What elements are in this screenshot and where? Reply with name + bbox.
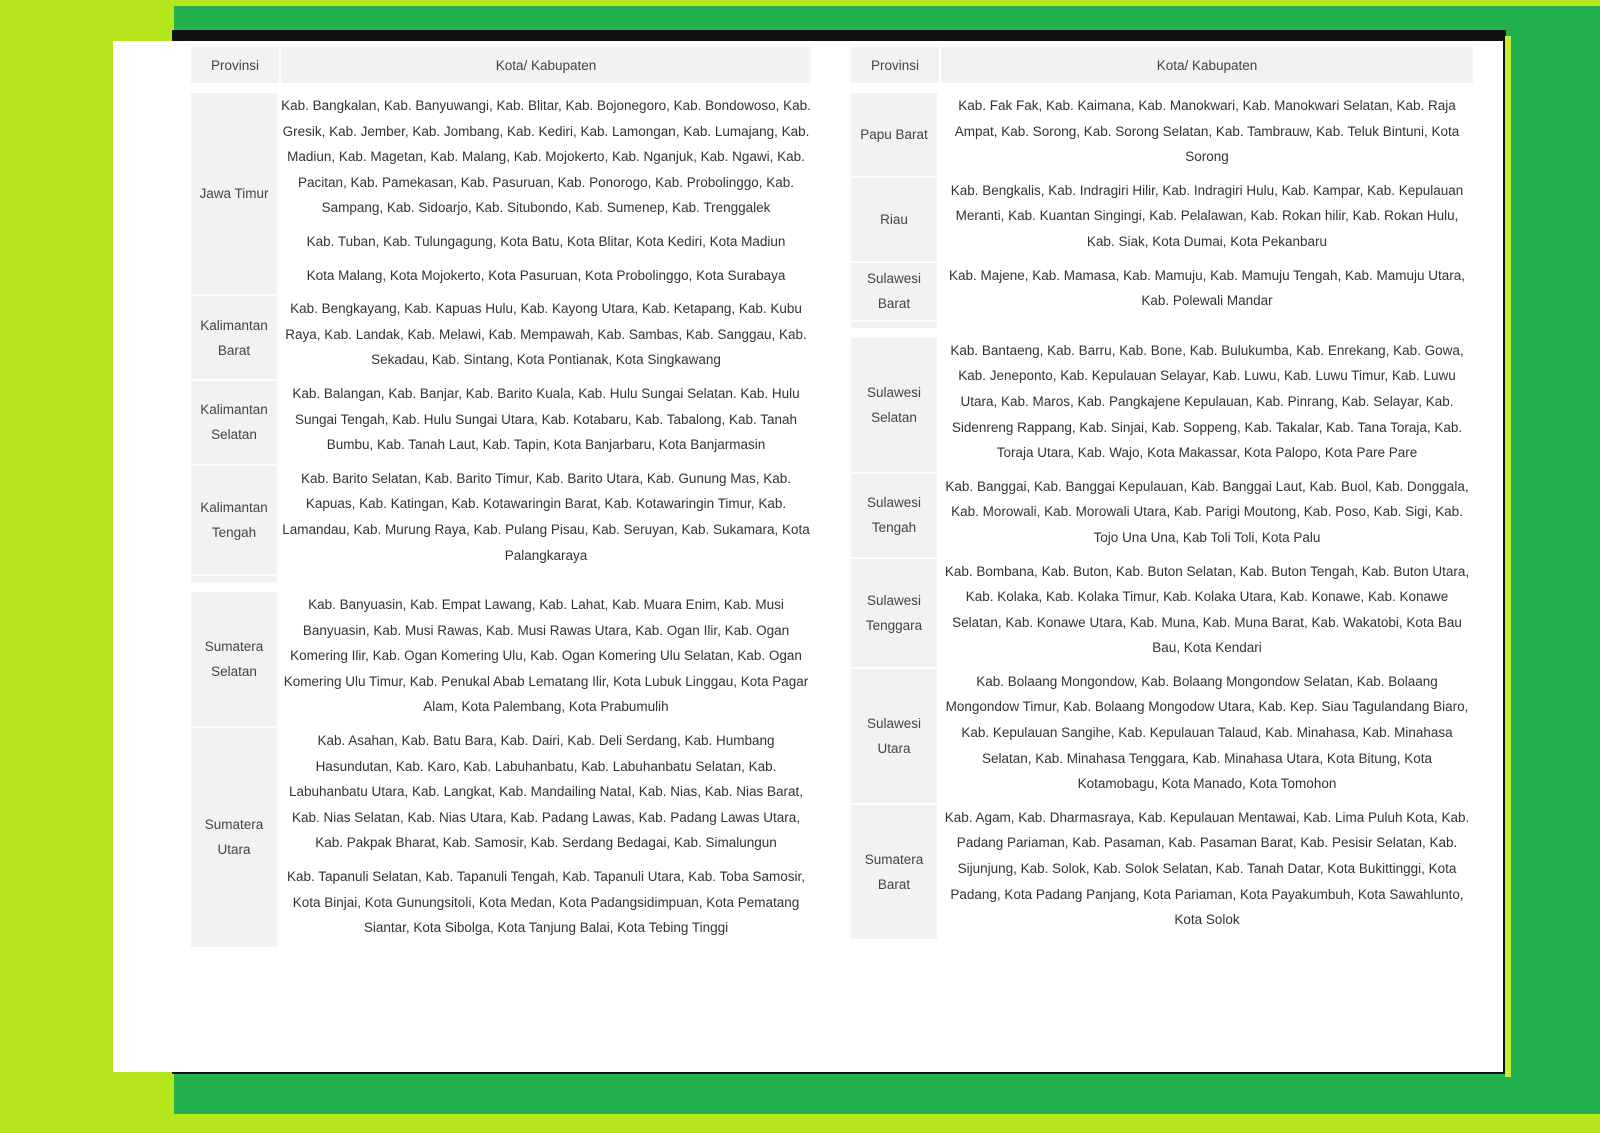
city-list-cell <box>937 338 1473 472</box>
table-row <box>851 559 1473 667</box>
table-row <box>191 296 811 379</box>
city-list-paragraph: Kab. Bantaeng, Kab. Barru, Kab. Bone, Kab. Bulukumba, Kab. Enrekang, Kab. Gowa, Kab. Jeneponto, Kab. Kepulauan Selayar, Kab. Luwu, Kab. Luwu Timur, Kab. Luwu Utara, Kab. Maros, Kab. Pangkajene Kepulauan, Kab. Pinrang, Kab. Selayar, Kab. Sidenreng Rappang, Kab. Sinjai, Kab. Soppeng, Kab. Takalar, Kab. Tana Toraja, Kab. Toraja Utara, Kab. Wajo, Kota Makassar, Kota Palopo, Kota Pare Pare <box>950 342 1464 461</box>
province-cell: Kalimantan Selatan <box>191 381 277 464</box>
city-list-cell <box>277 466 811 574</box>
province-cell: Kalimantan Barat <box>191 296 277 379</box>
city-list-cell <box>937 178 1473 261</box>
city-list-cell <box>277 592 811 726</box>
table-body <box>191 93 811 947</box>
province-cell: Riau <box>851 178 937 261</box>
city-list-paragraph: Kab. Bengkalis, Kab. Indragiri Hilir, Kab. Indragiri Hulu, Kab. Kampar, Kab. Kepulauan Meranti, Kab. Kuantan Singingi, Kab. Pelalawan, Kab. Rokan hilir, Kab. Rokan Hulu, Kab. Siak, Kota Dumai, Kota Pekanbaru <box>950 182 1464 249</box>
city-list-paragraph: Kab. Bangkalan, Kab. Banyuwangi, Kab. Blitar, Kab. Bojonegoro, Kab. Bondowoso, Kab. Gresik, Kab. Jember, Kab. Jombang, Kab. Kediri, Kab. Lamongan, Kab. Lumajang, Kab. Madiun, Kab. Magetan, Kab. Malang, Kab. Mojokerto, Kab. Nganjuk, Kab. Ngawi, Kab. Pacitan, Kab. Pamekasan, Kab. Pasuruan, Kab. Ponorogo, Kab. Probolinggo, Kab. Sampang, Kab. Sidoarjo, Kab. Situbondo, Kab. Sumenep, Kab. Trenggalek <box>281 98 811 216</box>
table-row <box>191 728 811 947</box>
table-row <box>191 466 811 574</box>
table-row <box>851 263 1473 320</box>
province-cell: Sumatera Utara <box>191 728 277 947</box>
city-list-paragraph: Kab. Majene, Kab. Mamasa, Kab. Mamuju, Kab. Mamuju Tengah, Kab. Mamuju Utara, Kab. Polewali Mandar <box>948 267 1465 309</box>
province-cell: Sumatera Selatan <box>191 592 277 726</box>
table-section-gap <box>191 576 277 582</box>
city-list-paragraph: Kab. Bombana, Kab. Buton, Kab. Buton Selatan, Kab. Buton Tengah, Kab. Buton Utara, Kab. Kolaka, Kab. Kolaka Timur, Kab. Kolaka Utara, Kab. Konawe, Kab. Konawe Selatan, Kab. Konawe Utara, Kab. Muna, Kab. Muna Barat, Kab. Wakatobi, Kota Bau Bau, Kota Kendari <box>944 563 1470 656</box>
city-list-cell <box>937 559 1473 667</box>
table-row <box>851 93 1473 176</box>
city-list-cell <box>937 93 1473 176</box>
province-cell: Jawa Timur <box>191 93 277 294</box>
city-list-paragraph: Kab. Asahan, Kab. Batu Bara, Kab. Dairi, Kab. Deli Serdang, Kab. Humbang Hasundutan, Kab. Karo, Kab. Labuhanbatu, Kab. Labuhanbatu Selatan, Kab. Labuhanbatu Utara, Kab. Langkat, Kab. Mandailing Natal, Kab. Nias, Kab. Nias Barat, Kab. Nias Selatan, Kab. Nias Utara, Kab. Padang Lawas, Kab. Padang Lawas Utara, Kab. Pakpak Bharat, Kab. Samosir, Kab. Serdang Bedagai, Kab. Simalungun <box>288 733 804 851</box>
table-row <box>851 805 1473 939</box>
city-list-paragraph: Kota Malang, Kota Mojokerto, Kota Pasuruan, Kota Probolinggo, Kota Surabaya <box>306 267 786 283</box>
table-row <box>191 93 811 294</box>
left-table <box>191 47 811 949</box>
city-list-cell <box>277 93 811 294</box>
city-list-cell <box>277 728 811 947</box>
province-cell: Sumatera Barat <box>851 805 937 939</box>
table-row <box>851 178 1473 261</box>
province-cell: Papu Barat <box>851 93 937 176</box>
city-list-paragraph: Kab. Bengkayang, Kab. Kapuas Hulu, Kab. Kayong Utara, Kab. Ketapang, Kab. Kubu Raya, Kab. Landak, Kab. Melawi, Kab. Mempawah, Kab. Sambas, Kab. Sanggau, Kab. Sekadau, Kab. Sintang, Kota Pontianak, Kota Singkawang <box>285 301 807 368</box>
province-cell: Sulawesi Selatan <box>851 338 937 472</box>
table-row <box>191 592 811 726</box>
city-list-paragraph: Kab. Balangan, Kab. Banjar, Kab. Barito Kuala, Kab. Hulu Sungai Selatan. Kab. Hulu Sungai Tengah, Kab. Hulu Sungai Utara, Kab. Kotabaru, Kab. Tabalong, Kab. Tanah Bumbu, Kab. Tanah Laut, Kab. Tapin, Kota Banjarbaru, Kota Banjarmasin <box>292 385 800 453</box>
table-section-gap <box>851 322 937 328</box>
province-cell: Sulawesi Tengah <box>851 474 937 557</box>
paper-edge <box>1505 36 1511 1077</box>
city-list-cell <box>937 669 1473 803</box>
table-header <box>851 47 1473 83</box>
table-row <box>851 669 1473 803</box>
city-list-paragraph: Kab. Tuban, Kab. Tulungagung, Kota Batu, Kota Blitar, Kota Kediri, Kota Madiun <box>306 233 786 249</box>
table-row <box>851 338 1473 472</box>
city-list-paragraph: Kab. Agam, Kab. Dharmasraya, Kab. Kepulauan Mentawai, Kab. Lima Puluh Kota, Kab. Padang Pariaman, Kab. Pasaman, Kab. Pasaman Barat, Kab. Pesisir Selatan, Kab. Sijunjung, Kab. Solok, Kab. Solok Selatan, Kab. Tanah Datar, Kota Bukittinggi, Kota Padang, Kota Padang Panjang, Kota Pariaman, Kota Payakumbuh, Kota Sawahlunto, Kota Solok <box>944 809 1470 928</box>
city-list-paragraph: Kab. Barito Selatan, Kab. Barito Timur, Kab. Barito Utara, Kab. Gunung Mas, Kab. Kapuas, Kab. Katingan, Kab. Kotawaringin Barat, Kab. Kotawaringin Timur, Kab. Lamandau, Kab. Murung Raya, Kab. Pulang Pisau, Kab. Seruyan, Kab. Sukamara, Kota Palangkaraya <box>282 470 810 563</box>
header-kota-kabupaten: Kota/ Kabupaten <box>941 47 1473 83</box>
city-list-paragraph: Kab. Banyuasin, Kab. Empat Lawang, Kab. Lahat, Kab. Muara Enim, Kab. Musi Banyuasin, Kab. Musi Rawas, Kab. Musi Rawas Utara, Kab. Ogan Ilir, Kab. Ogan Komering Ilir, Kab. Ogan Komering Ulu, Kab. Ogan Komering Ulu Selatan, Kab. Ogan Komering Ulu Timur, Kab. Penukal Abab Lematang Ilir, Kota Lubuk Linggau, Kota Pagar Alam, Kota Palembang, Kota Prabumulih <box>283 597 809 715</box>
province-cell: Kalimantan Tengah <box>191 466 277 574</box>
city-list-paragraph: Kab. Fak Fak, Kab. Kaimana, Kab. Manokwari, Kab. Manokwari Selatan, Kab. Raja Ampat, Kab. Sorong, Kab. Sorong Selatan, Kab. Tambrauw, Kab. Teluk Bintuni, Kota Sorong <box>954 98 1460 165</box>
city-list-paragraph: Kab. Bolaang Mongondow, Kab. Bolaang Mongondow Selatan, Kab. Bolaang Mongondow Timur, Kab. Bolaang Mongodow Utara, Kab. Kep. Siau Tagulandang Biaro, Kab. Kepulauan Sangihe, Kab. Kepulauan Talaud, Kab. Minahasa, Kab. Minahasa Selatan, Kab. Minahasa Tenggara, Kab. Minahasa Utara, Kota Bitung, Kota Kotamobagu, Kota Manado, Kota Tomohon <box>945 673 1469 792</box>
table-body <box>851 93 1473 939</box>
province-cell: Sulawesi Utara <box>851 669 937 803</box>
header-provinsi: Provinsi <box>191 47 279 83</box>
city-list-paragraph: Kab. Banggai, Kab. Banggai Kepulauan, Kab. Banggai Laut, Kab. Buol, Kab. Donggala, Kab. Morowali, Kab. Morowali Utara, Kab. Parigi Moutong, Kab. Poso, Kab. Sigi, Kab. Tojo Una Una, Kab Toli Toli, Kota Palu <box>945 478 1469 545</box>
header-provinsi: Provinsi <box>851 47 939 83</box>
province-cell: Sulawesi Tenggara <box>851 559 937 667</box>
city-list-paragraph: Kab. Tapanuli Selatan, Kab. Tapanuli Tengah, Kab. Tapanuli Utara, Kab. Toba Samosir, Kota Binjai, Kota Gunungsitoli, Kota Medan, Kota Padangsidimpuan, Kota Pematang Siantar, Kota Sibolga, Kota Tanjung Balai, Kota Tebing Tinggi <box>286 869 806 936</box>
province-cell: Sulawesi Barat <box>851 263 937 320</box>
right-table <box>851 47 1473 941</box>
header-kota-kabupaten: Kota/ Kabupaten <box>281 47 811 83</box>
table-row <box>191 381 811 464</box>
table-header <box>191 47 811 83</box>
city-list-cell <box>937 263 1473 320</box>
city-list-cell <box>937 474 1473 557</box>
city-list-cell <box>277 296 811 379</box>
city-list-cell <box>277 381 811 464</box>
table-row <box>851 474 1473 557</box>
city-list-cell <box>937 805 1473 939</box>
